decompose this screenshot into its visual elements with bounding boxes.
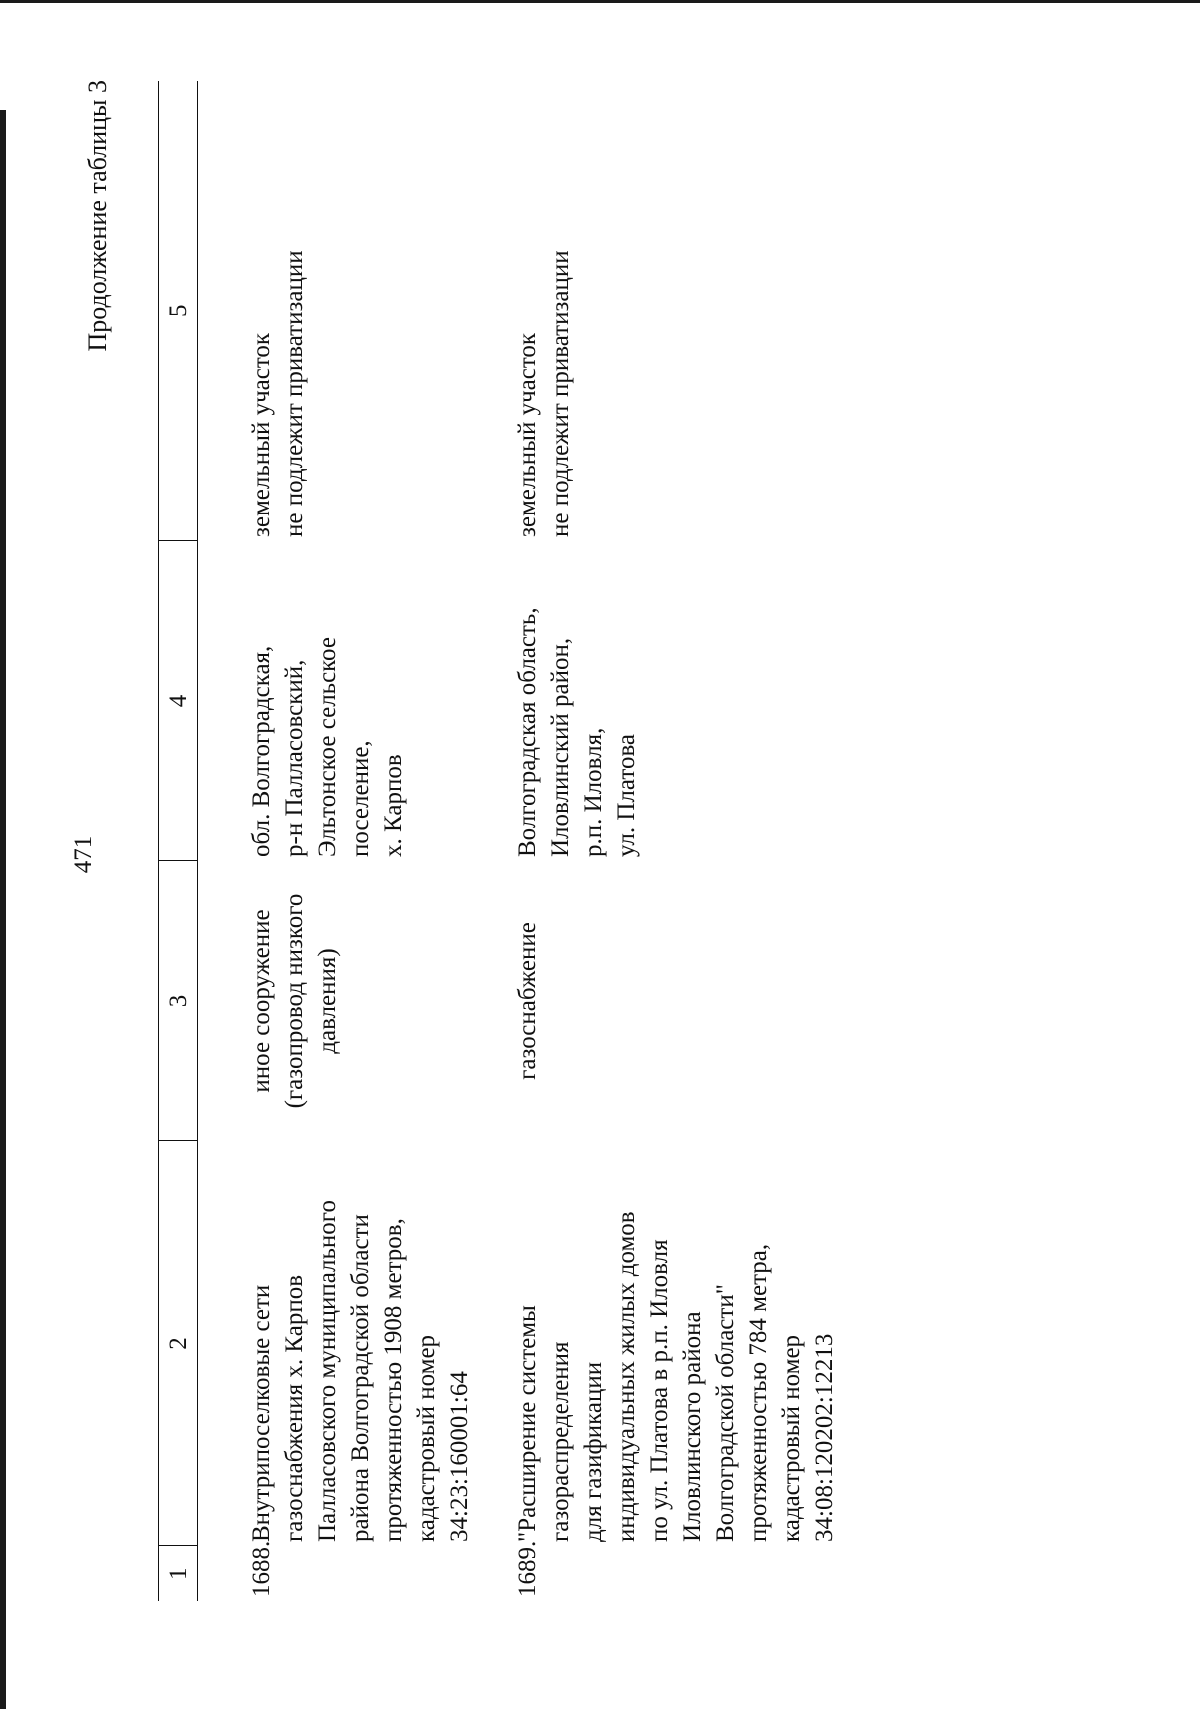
object-note: земельный участок не подлежит приватизации <box>514 250 574 537</box>
page-number: 471 <box>70 835 97 874</box>
header-col-5: 5 <box>159 81 198 541</box>
row-number: 1688. <box>248 1540 275 1597</box>
header-col-4: 4 <box>159 541 198 861</box>
object-address: обл. Волгоградская, р-н Палласовский, Эльтонское сельское поселение, х. Карпов <box>248 637 407 857</box>
header-col-3: 3 <box>159 861 198 1141</box>
object-type: газоснабжение <box>514 922 541 1080</box>
property-table <box>158 81 841 1601</box>
table-continuation-label: Продолжение таблицы 3 <box>83 80 112 352</box>
object-address: Волгоградская область, Иловлинский район, р.п. Иловля, ул. Платова <box>514 607 640 857</box>
row-number: 1689. <box>514 1540 541 1597</box>
object-name: "Расширение системы газораспределения для газификации индивидуальных жилых домов по ул. Платова в р.п. Иловля Иловлинского района Волгоградской области" протяженностью 784 метра, кадастровый номер 34:08:120202:12213 <box>514 1211 838 1542</box>
object-note: земельный участок не подлежит приватизации <box>248 250 308 537</box>
object-name: Внутрипоселковые сети газоснабжения х. Карпов Палласовского муниципального района Волгоградской области протяженностью 1908 метров, кадастровый номер 34:23:160001:64 <box>248 1200 473 1542</box>
object-type: иное сооружение (газопровод низкого давления) <box>248 893 341 1109</box>
header-col-2: 2 <box>159 1141 198 1546</box>
table-row <box>476 81 841 1601</box>
table-row <box>198 81 477 1601</box>
header-row <box>159 81 198 1601</box>
header-col-1: 1 <box>159 1546 198 1601</box>
